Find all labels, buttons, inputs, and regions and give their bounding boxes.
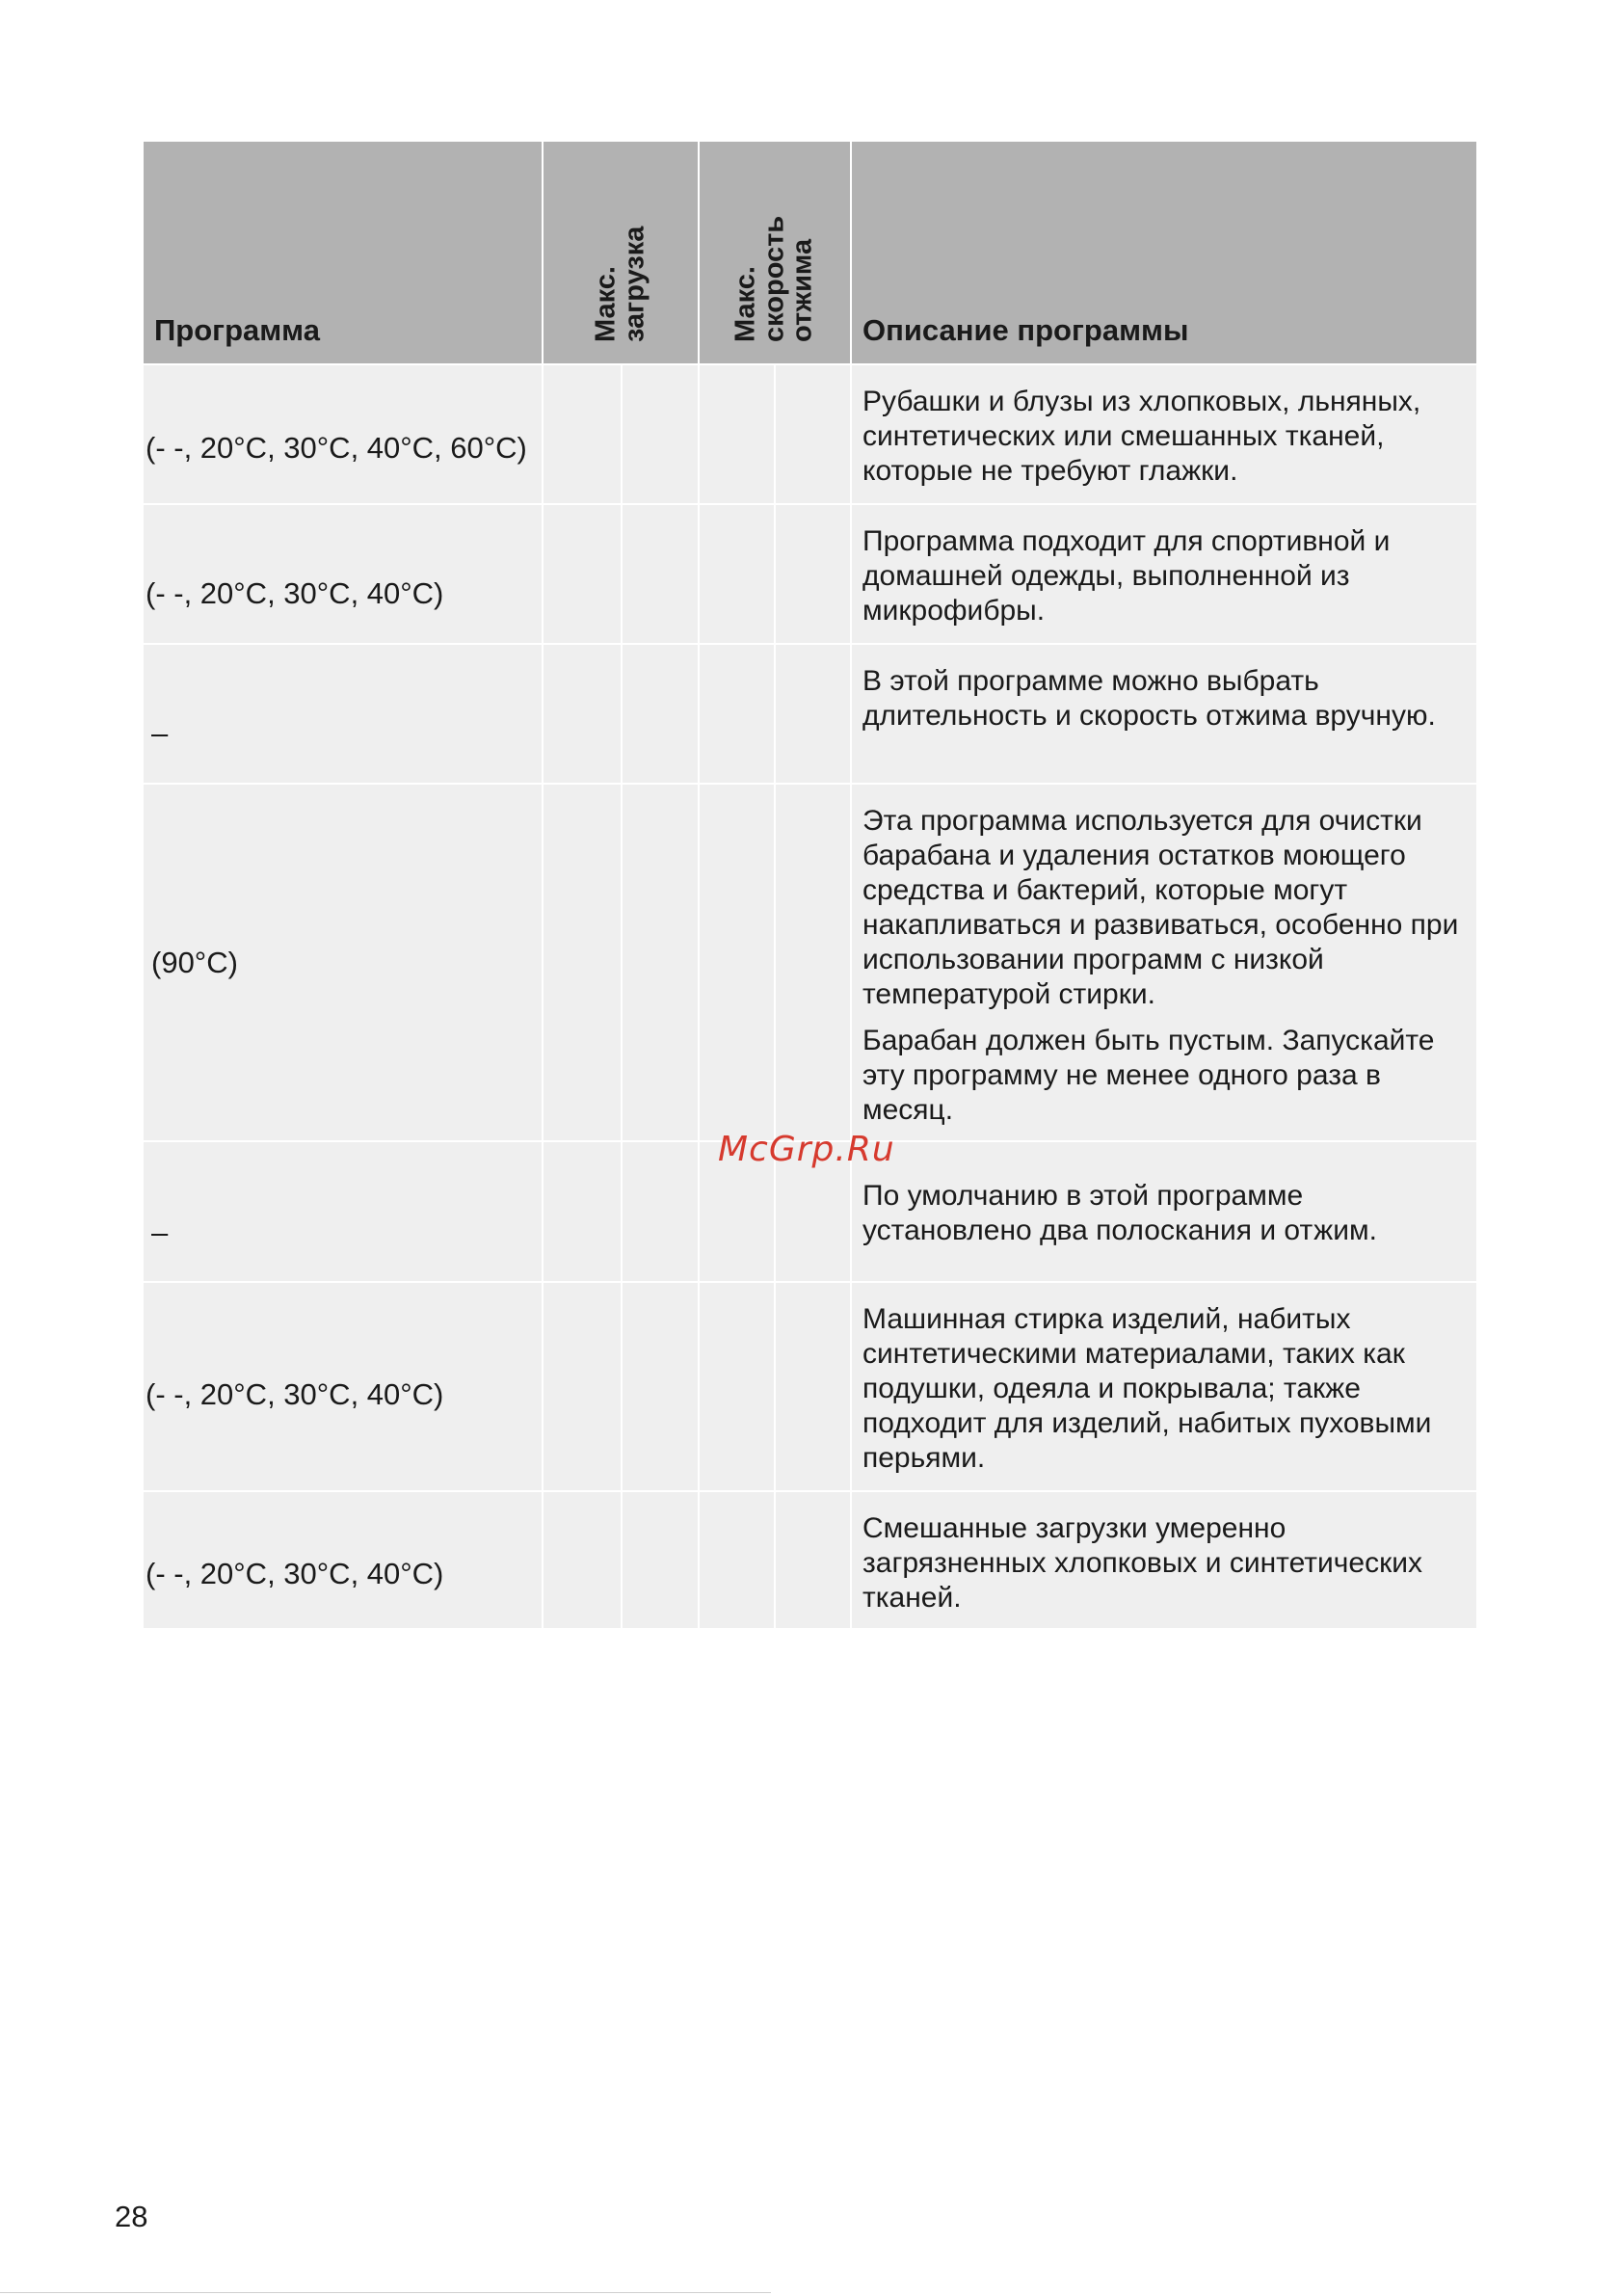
program-temps: (- -, 20°C, 30°C, 40°C, 60°C) [146,430,527,465]
load-cell [622,1282,699,1491]
table-row [144,364,1476,504]
header-max-spin-line-2: скорость [758,215,790,342]
page-number: 28 [115,2200,148,2233]
spin-cell [699,1282,775,1491]
program-cell [144,1282,543,1491]
watermark: McGrp.Ru [718,1130,895,1169]
description-cell [851,504,1476,644]
description-text: Рубашки и блузы из хлопковых, льняных, синтетических или смешанных тканей, которые не требуют глажки. [862,386,1421,487]
header-max-spin [699,142,851,364]
table-row [144,784,1476,1141]
spin-cell [775,1491,851,1628]
program-temps: (- -, 20°C, 30°C, 40°C) [146,1556,444,1590]
description-cell [851,1282,1476,1491]
header-max-spin-line-3: отжима [786,238,818,342]
header-description: Описание программы [851,142,1476,364]
spin-cell [699,784,775,1141]
load-cell [543,644,622,784]
description-cell [851,644,1476,784]
program-cell [144,364,543,504]
header-max-load-line-2: загрузка [619,226,650,342]
spin-cell [775,784,851,1141]
load-cell [622,1141,699,1282]
program-cell [144,1491,543,1628]
spin-cell [775,504,851,644]
header-max-load-line-1: Макс. [590,266,622,342]
spin-cell [699,1491,775,1628]
description-text: В этой программе можно выбрать длительность и скорость отжима вручную. [862,665,1436,732]
header-max-spin-line-1: Макс. [729,266,761,342]
spin-cell [699,364,775,504]
description-text: Эта программа используется для очистки барабана и удаления остатков моющего средства и бактерий, которые могут накапливаться и развиваться, особенно при использовании программ с низкой температурой стирки. [862,805,1459,1010]
description-cell [851,1491,1476,1628]
spin-cell [699,504,775,644]
bottom-divider [0,2292,771,2293]
program-temps: (90°C) [151,945,238,979]
load-cell [543,784,622,1141]
load-cell [543,504,622,644]
spin-cell [775,644,851,784]
load-cell [543,1141,622,1282]
description-text: Барабан должен быть пустым. Запускайте эту программу не менее одного раза в месяц. [862,1025,1435,1126]
program-cell [144,504,543,644]
program-temps: – [151,1215,169,1249]
description-cell [851,364,1476,504]
header-program: Программа [144,142,543,364]
load-cell [622,644,699,784]
table-row [144,644,1476,784]
table-row [144,1282,1476,1491]
description-cell [851,784,1476,1141]
load-cell [543,1282,622,1491]
description-text: Смешанные загрузки умеренно загрязненных хлопковых и синтетических тканей. [862,1512,1422,1614]
spin-cell [699,644,775,784]
spin-cell [775,1282,851,1491]
description-text: По умолчанию в этой программе установлено два полоскания и отжим. [862,1180,1377,1246]
program-temps: – [151,715,169,750]
load-cell [543,1491,622,1628]
program-temps: (- -, 20°C, 30°C, 40°C) [146,1376,444,1411]
description-cell [851,1141,1476,1282]
program-temps: (- -, 20°C, 30°C, 40°C) [146,575,444,610]
spin-cell [775,364,851,504]
table-row [144,504,1476,644]
description-text: Программа подходит для спортивной и домашней одежды, выполненной из микрофибры. [862,525,1391,627]
program-cell [144,784,543,1141]
description-text: Машинная стирка изделий, набитых синтетическими материалами, таких как подушки, одеяла и покрывала; также подходит для изделий, набитых пуховыми перьями. [862,1303,1432,1474]
programs-table [144,142,1476,1628]
table-row [144,1491,1476,1628]
program-cell [144,644,543,784]
load-cell [543,364,622,504]
load-cell [622,364,699,504]
program-cell [144,1141,543,1282]
load-cell [622,1491,699,1628]
table-header-row [144,142,1476,364]
load-cell [622,504,699,644]
header-max-load [543,142,699,364]
load-cell [622,784,699,1141]
